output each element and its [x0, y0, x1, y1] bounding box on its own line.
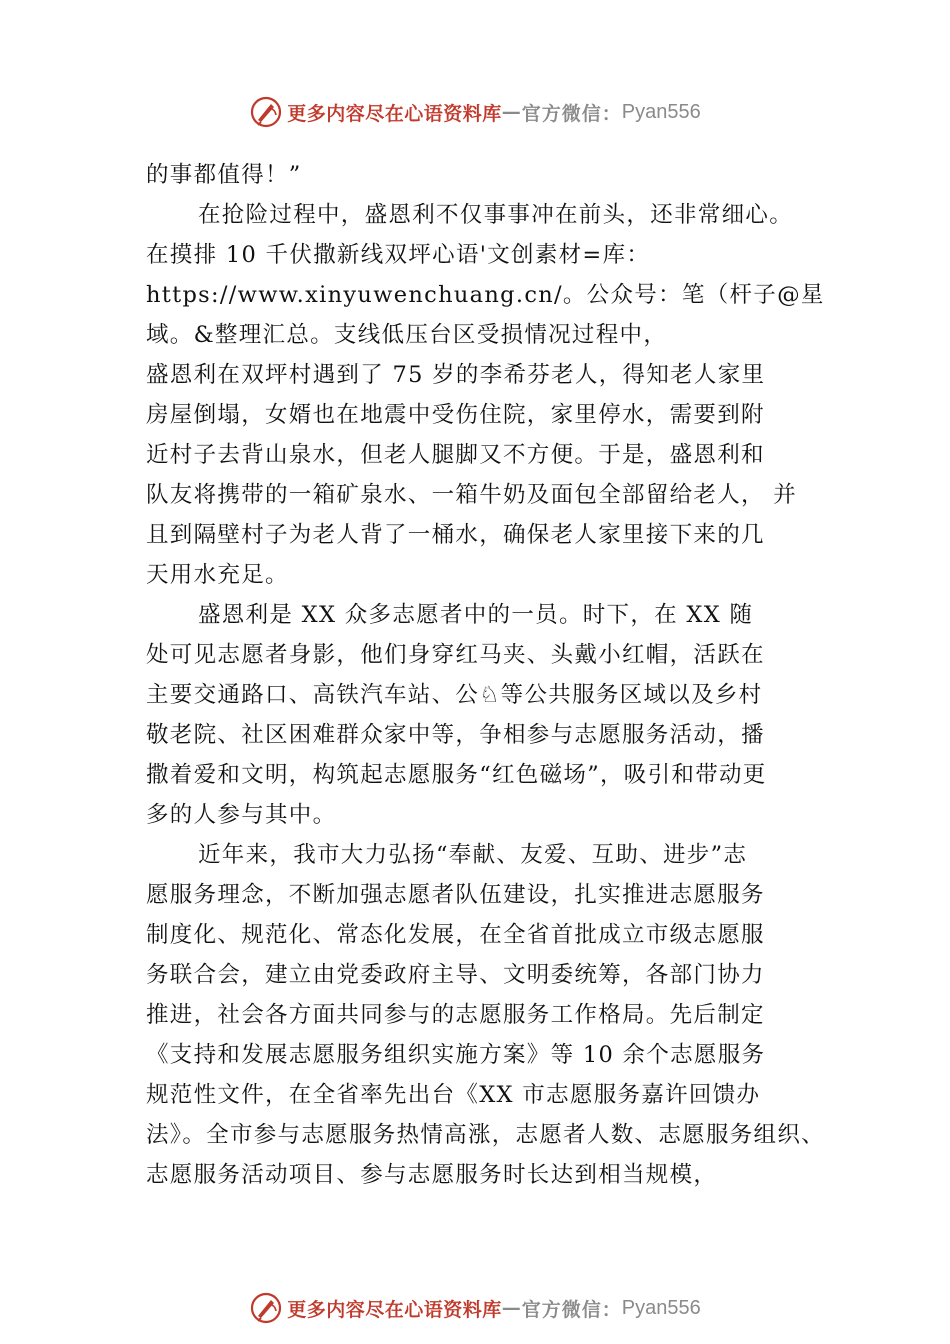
text-line: 房屋倒塌，女婿也在地震中受伤住院，家里停水，需要到附	[146, 402, 765, 428]
text-line: 撒着爱和文明，构筑起志愿服务“红色磁场”，吸引和带动更	[146, 762, 767, 788]
banner-wechat-id: Pyan556	[621, 1296, 701, 1319]
text-line: 推进，社会各方面共同参与的志愿服务工作格局。先后制定	[146, 1002, 765, 1028]
text-line: 天用水充足。	[146, 562, 289, 588]
banner-dash: —	[501, 1297, 522, 1319]
banner-dash: —	[501, 101, 522, 123]
text-line: 盛恩利在双坪村遇到了 75 岁的李希芬老人，得知老人家里	[146, 362, 766, 388]
text-line: 志愿服务活动项目、参与志愿服务时长达到相当规模，	[146, 1162, 718, 1188]
paragraph-first-line: 在抢险过程中，盛恩利不仅事事冲在前头，还非常细心。	[198, 202, 794, 228]
text-line: 的事都值得！”	[146, 162, 302, 188]
text-line: 愿服务理念，不断加强志愿者队伍建设，扎实推进志愿服务	[146, 882, 765, 908]
text-line: 队友将携带的一箱矿泉水、一箱牛奶及面包全部留给老人， 并	[146, 482, 798, 508]
footer-banner	[0, 1288, 950, 1328]
text-line: 多的人参与其中。	[146, 802, 337, 828]
banner-wechat-id: Pyan556	[621, 100, 701, 123]
text-line: 《支持和发展志愿服务组织实施方案》等 10 余个志愿服务	[146, 1042, 766, 1068]
banner-title: 更多内容尽在心语资料库	[287, 1298, 502, 1321]
text-line: 制度化、规范化、常态化发展，在全省首批成立市级志愿服	[146, 922, 765, 948]
text-line: 在摸排 10 千伏撒新线双坪心语'文创素材=库：	[146, 242, 651, 268]
text-line: 规范性文件，在全省率先出台《XX 市志愿服务嘉许回馈办	[146, 1082, 761, 1108]
text-line: 主要交通路口、高铁汽车站、公♘等公共服务区域以及乡村	[146, 682, 763, 708]
text-line: https://www.xinyuwenchuang.cn/。公众号：笔（杆子@星	[146, 282, 825, 308]
quill-pen-logo-icon	[249, 95, 283, 129]
quill-pen-logo-icon	[249, 1291, 283, 1325]
document-body	[146, 155, 846, 1195]
paragraph-first-line: 盛恩利是 XX 众多志愿者中的一员。时下，在 XX 随	[198, 602, 754, 628]
banner-wechat-label: 官方微信：	[521, 102, 622, 125]
text-line: 且到隔壁村子为老人背了一桶水，确保老人家里接下来的几	[146, 522, 765, 548]
text-line: 近村子去背山泉水，但老人腿脚又不方便。于是，盛恩利和	[146, 442, 765, 468]
text-line: 域。&整理汇总。支线低压台区受损情况过程中，	[146, 322, 668, 348]
paragraph-first-line: 近年来，我市大力弘扬“奉献、友爱、互助、进步”志	[198, 842, 748, 868]
banner-wechat-label: 官方微信：	[521, 1298, 622, 1321]
header-banner	[0, 92, 950, 132]
text-line: 法》。全市参与志愿服务热情高涨，志愿者人数、志愿服务组织、	[146, 1122, 825, 1148]
text-line: 敬老院、社区困难群众家中等，争相参与志愿服务活动，播	[146, 722, 765, 748]
text-line: 务联合会，建立由党委政府主导、文明委统筹，各部门协力	[146, 962, 765, 988]
banner-title: 更多内容尽在心语资料库	[287, 102, 502, 125]
text-line: 处可见志愿者身影，他们身穿红马夹、头戴小红帽，活跃在	[146, 642, 765, 668]
